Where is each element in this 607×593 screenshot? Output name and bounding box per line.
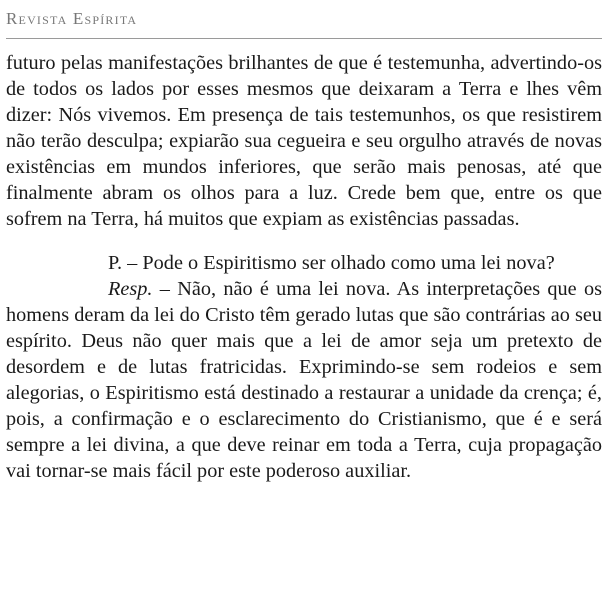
question-paragraph: P. – Pode o Espiritismo ser olhado como uma lei nova? [108,252,555,274]
running-header: Revista Espírita [6,9,138,28]
answer-text: – Não, não é uma lei nova. As interpretações que os homens deram da lei do Cristo têm gerado lutas que são contrárias ao seu espírito. Deus não quer mais que a lei de amor seja um pretexto de desordem e de lutas fratricidas. Exprimindo-se sem rodeios e sem alegorias, o Espiritismo está destinado a restaurar a unidade da crença; é, pois, a confirmação e o esclarecimento do Cristianismo, que é e será sempre a lei divina, a que deve reinar em toda a Terra, cuja propagação vai tornar-se mais fácil por este poderoso auxiliar. [6,278,602,482]
page-body [6,50,602,484]
paragraph-continuation: futuro pelas manifestações brilhantes de que é testemunha, advertindo-os de todos os lados por esses mesmos que deixaram a Terra e lhes vêm dizer: Nós vivemos. Em presença de tais testemunhos, os que resistirem não terão desculpa; expiarão sua cegueira e seu orgulho através de novas existências em mundos inferiores, que serão mais penosas, até que finalmente abram os olhos para a luz. Crede bem que, entre os que sofrem na Terra, há muitos que expiam as existências passadas. [6,52,602,230]
answer-paragraph [6,276,602,484]
header-rule [6,38,602,39]
answer-label: Resp. [108,278,153,300]
